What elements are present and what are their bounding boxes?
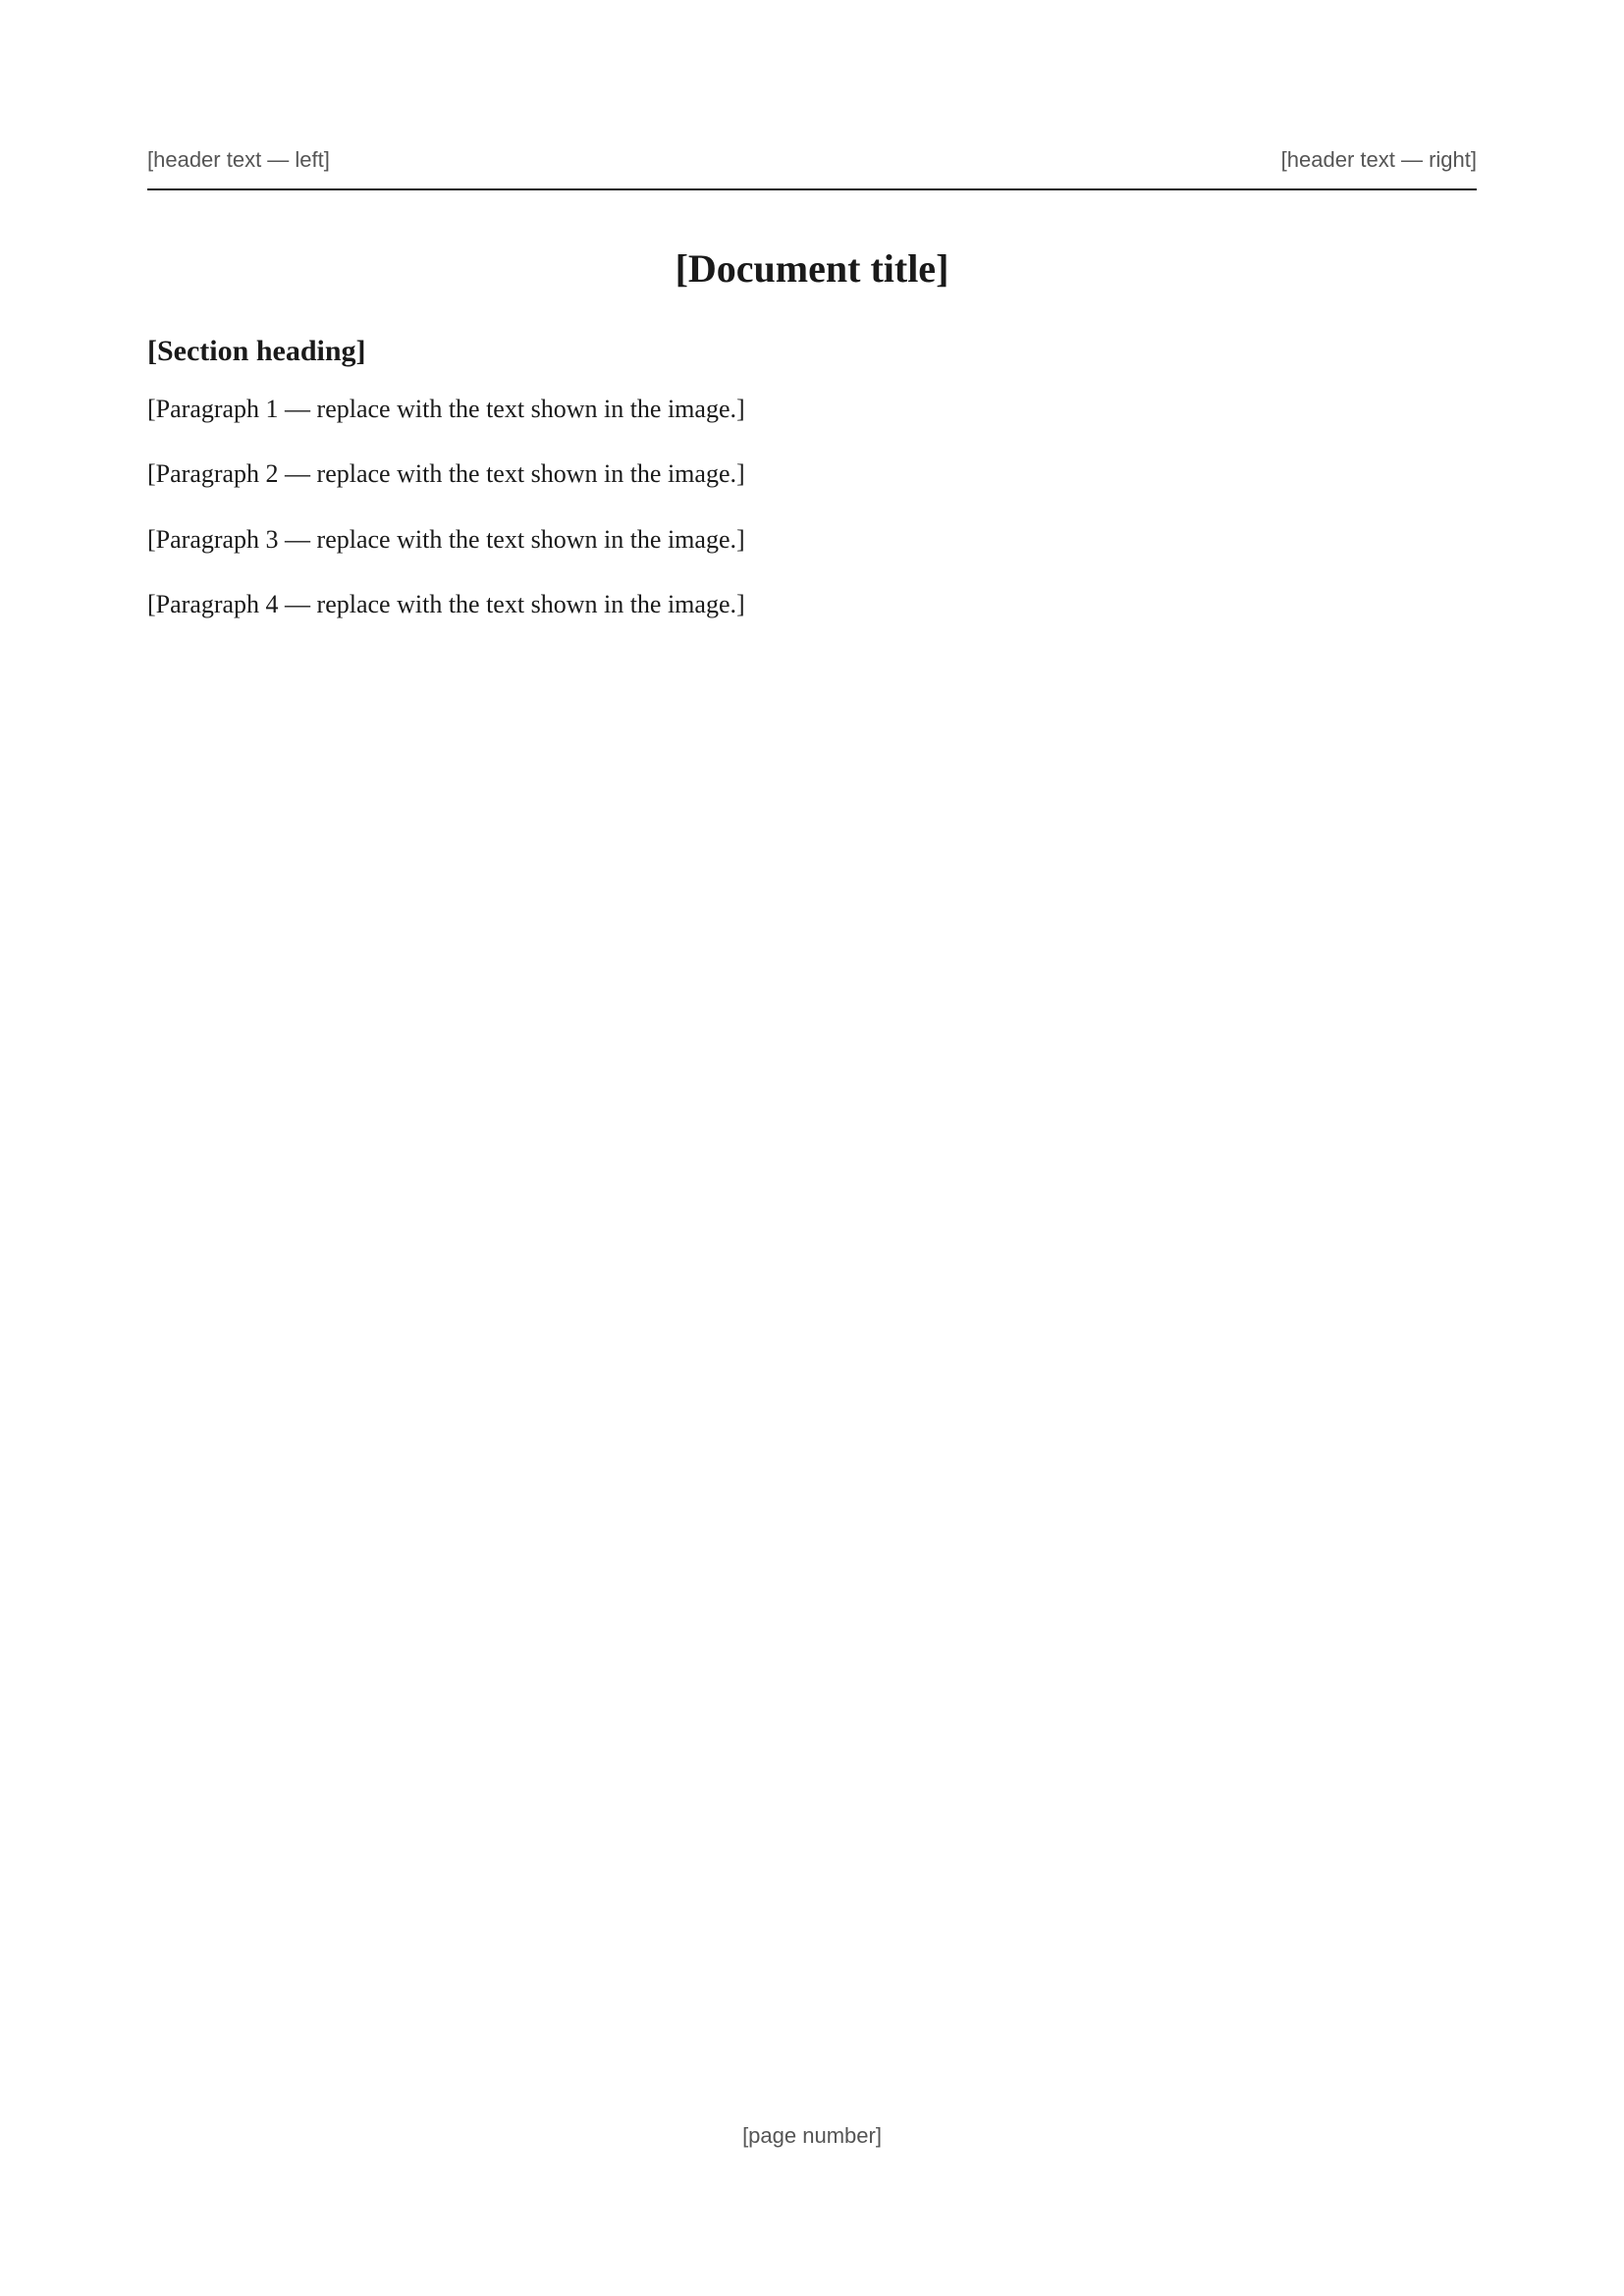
header-left-text: [header text — left] [147,147,330,172]
paragraph: [Paragraph 1 — replace with the text shown in the image.] [147,395,745,423]
page-header [147,147,1477,173]
section-heading: [Section heading] [147,335,366,367]
document-section [147,335,1477,624]
page-footer [147,2123,1477,2149]
document-page [147,147,1477,2149]
paragraph: [Paragraph 3 — replace with the text shown in the image.] [147,524,745,554]
header-rule [147,188,1477,190]
document-title: [Document title] [675,246,949,291]
header-right-text: [header text — right] [1280,147,1477,172]
paragraph: [Paragraph 4 — replace with the text shown in the image.] [147,589,745,618]
paragraph: [Paragraph 2 — replace with the text shown in the image.] [147,459,745,489]
page-number: [page number] [742,2123,882,2148]
